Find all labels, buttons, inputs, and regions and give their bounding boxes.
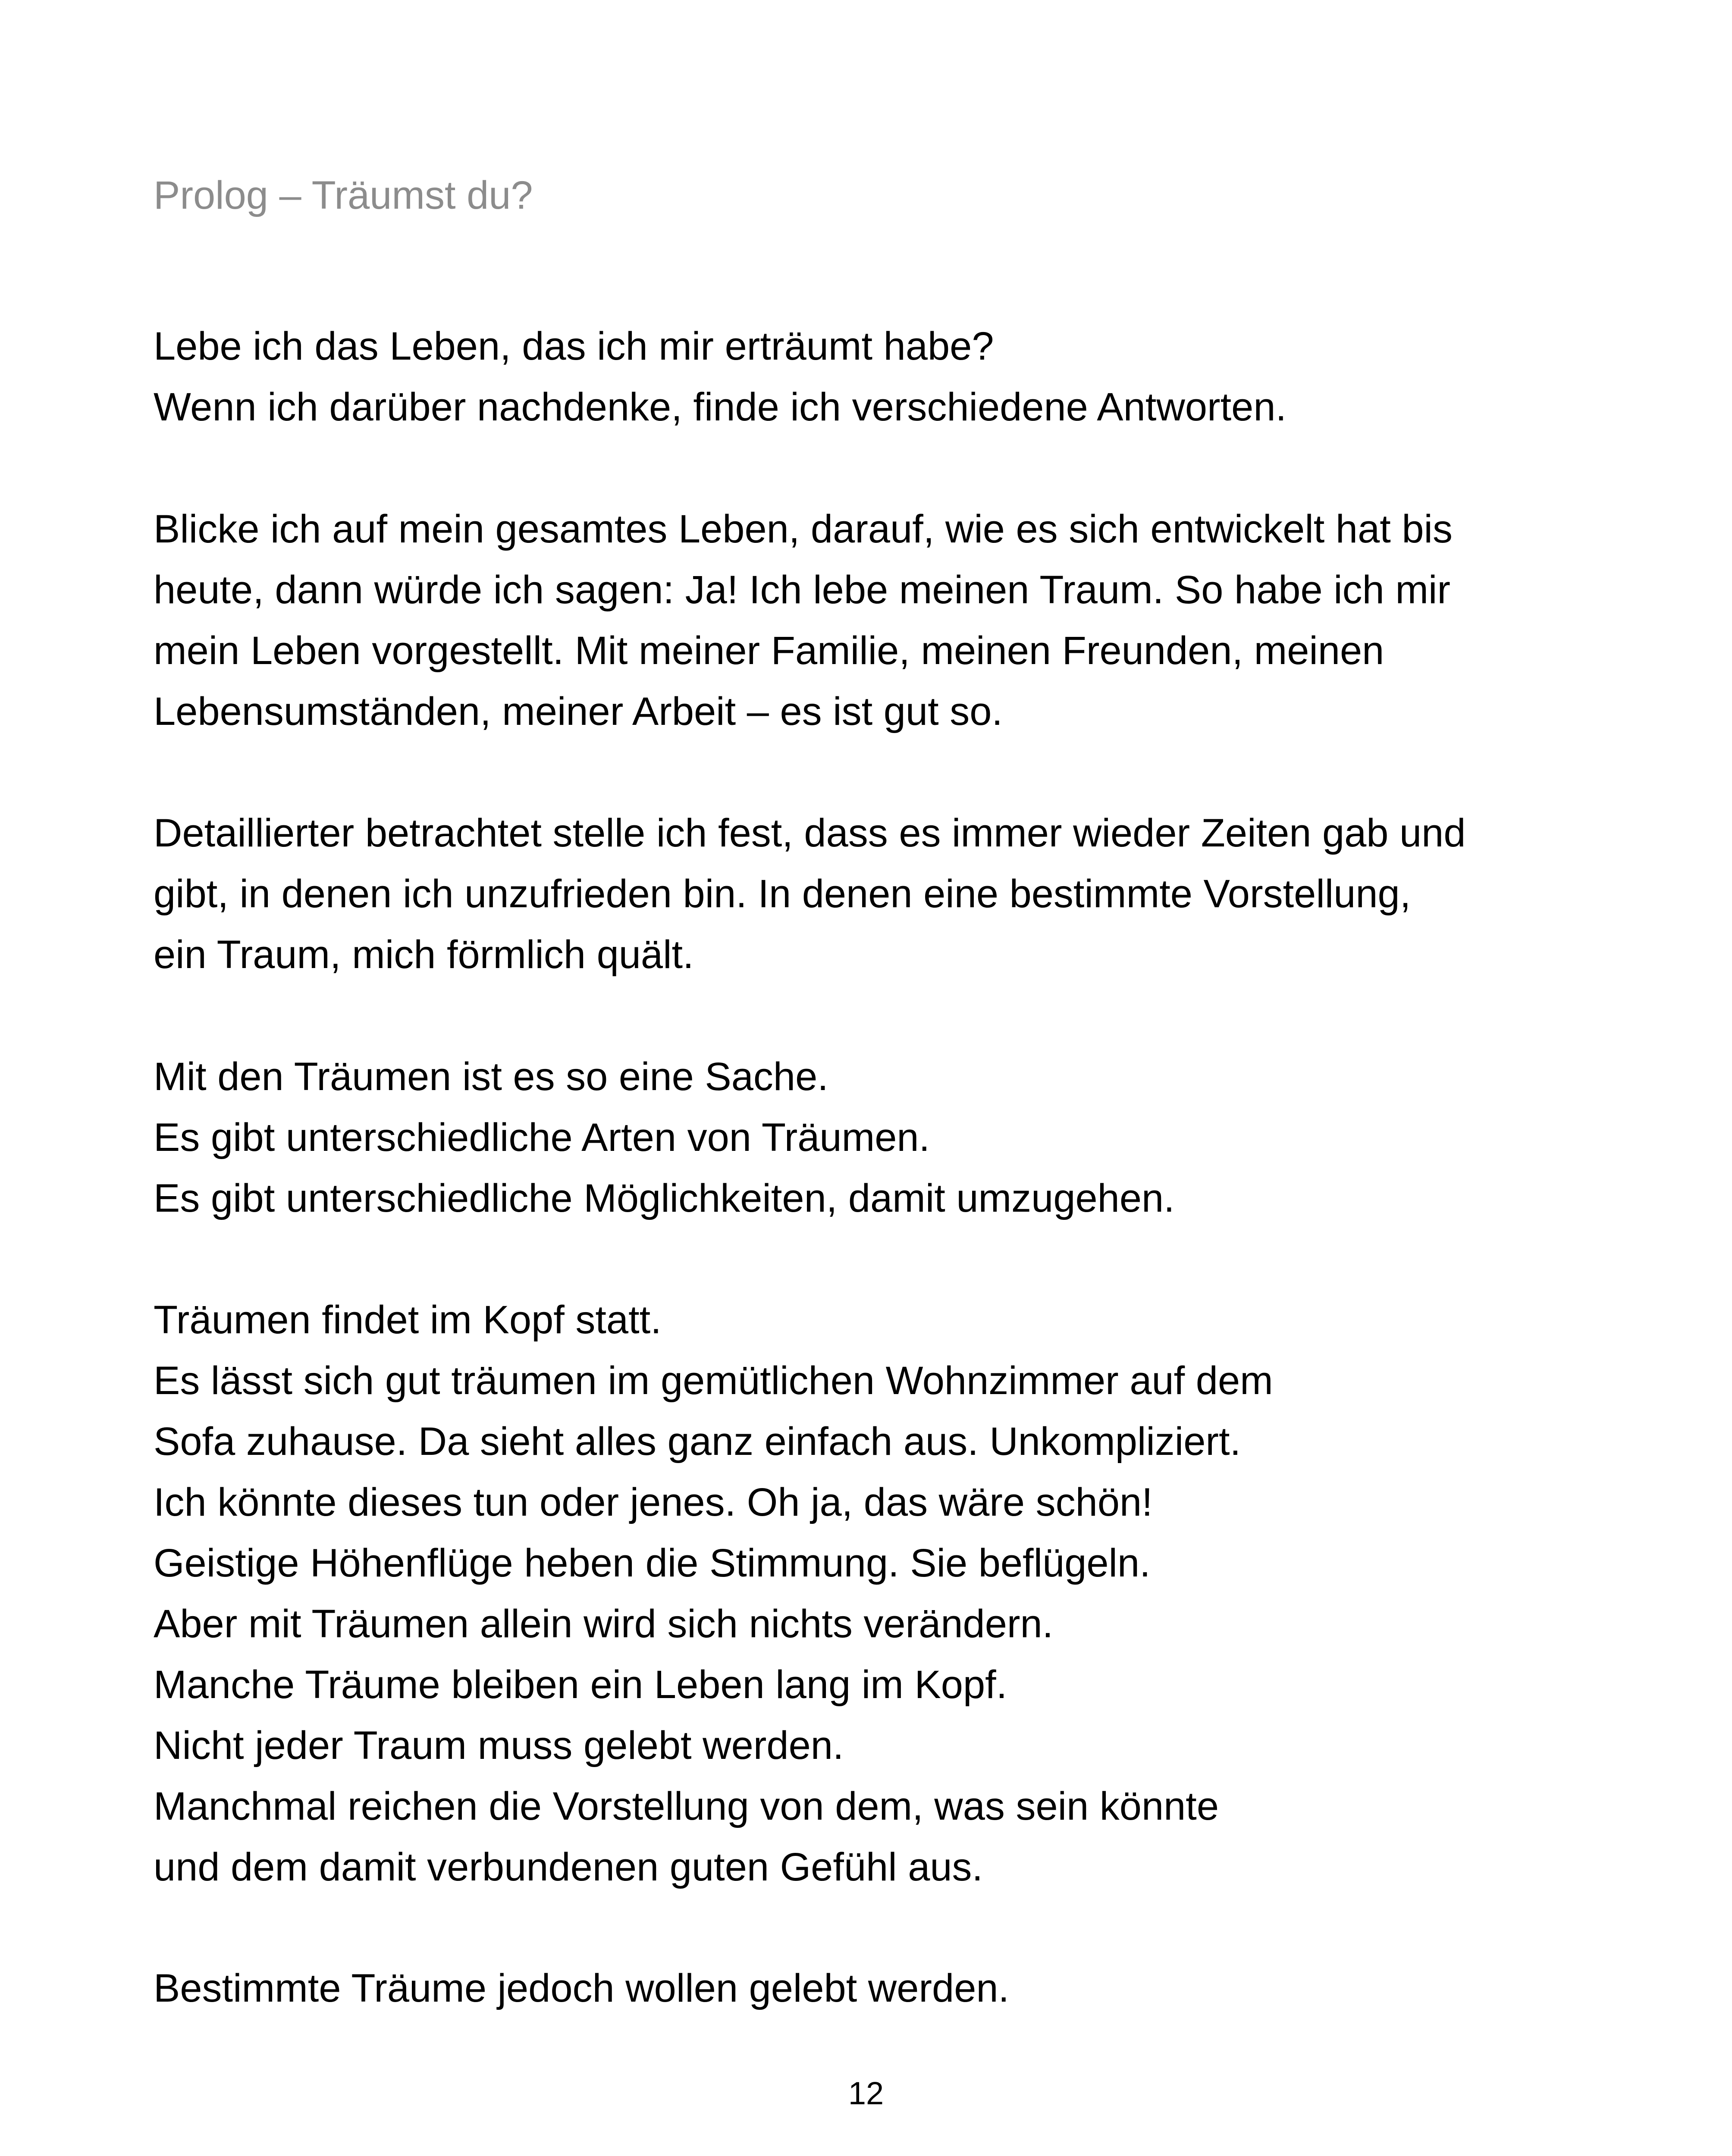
text-line: Lebensumständen, meiner Arbeit – es ist gut so. (154, 689, 1003, 733)
text-line: heute, dann würde ich sagen: Ja! Ich lebe meinen Traum. So habe ich mir (154, 568, 1451, 612)
text-line: ein Traum, mich förmlich quält. (154, 933, 694, 977)
text-line: und dem damit verbundenen guten Gefühl aus. (154, 1845, 983, 1889)
text-line: Es gibt unterschiedliche Arten von Träumen. (154, 1116, 930, 1159)
chapter-title: Prolog – Träumst du? (154, 173, 533, 217)
text-line: Mit den Träumen ist es so eine Sache. (154, 1055, 828, 1099)
text-line: Nicht jeder Traum muss gelebt werden. (154, 1724, 844, 1767)
text-line: Es lässt sich gut träumen im gemütlichen Wohnzimmer auf dem (154, 1359, 1273, 1403)
text-line: Blicke ich auf mein gesamtes Leben, darauf, wie es sich entwickelt hat bis (154, 507, 1453, 551)
text-line: Sofa zuhause. Da sieht alles ganz einfach aus. Unkompliziert. (154, 1420, 1241, 1463)
text-line: Wenn ich darüber nachdenke, finde ich verschiedene Antworten. (154, 385, 1287, 429)
text-line: Ich könnte dieses tun oder jenes. Oh ja, das wäre schön! (154, 1480, 1153, 1524)
text-line: Träumen findet im Kopf statt. (154, 1298, 662, 1342)
text-line: Bestimmte Träume jedoch wollen gelebt werden. (154, 1966, 1010, 2010)
page-number: 12 (848, 2075, 884, 2111)
text-line: Manchmal reichen die Vorstellung von dem, was sein könnte (154, 1784, 1219, 1828)
text-line: mein Leben vorgestellt. Mit meiner Familie, meinen Freunden, meinen (154, 629, 1384, 673)
text-line: gibt, in denen ich unzufrieden bin. In denen eine bestimmte Vorstellung, (154, 872, 1411, 916)
text-line: Lebe ich das Leben, das ich mir erträumt habe? (154, 324, 994, 368)
text-line: Detaillierter betrachtet stelle ich fest, dass es immer wieder Zeiten gab und (154, 811, 1466, 855)
text-line: Es gibt unterschiedliche Möglichkeiten, damit umzugehen. (154, 1176, 1175, 1220)
text-line: Geistige Höhenflüge heben die Stimmung. Sie beflügeln. (154, 1541, 1151, 1585)
text-line: Manche Träume bleiben ein Leben lang im Kopf. (154, 1663, 1007, 1707)
text-line: Aber mit Träumen allein wird sich nichts verändern. (154, 1602, 1054, 1646)
